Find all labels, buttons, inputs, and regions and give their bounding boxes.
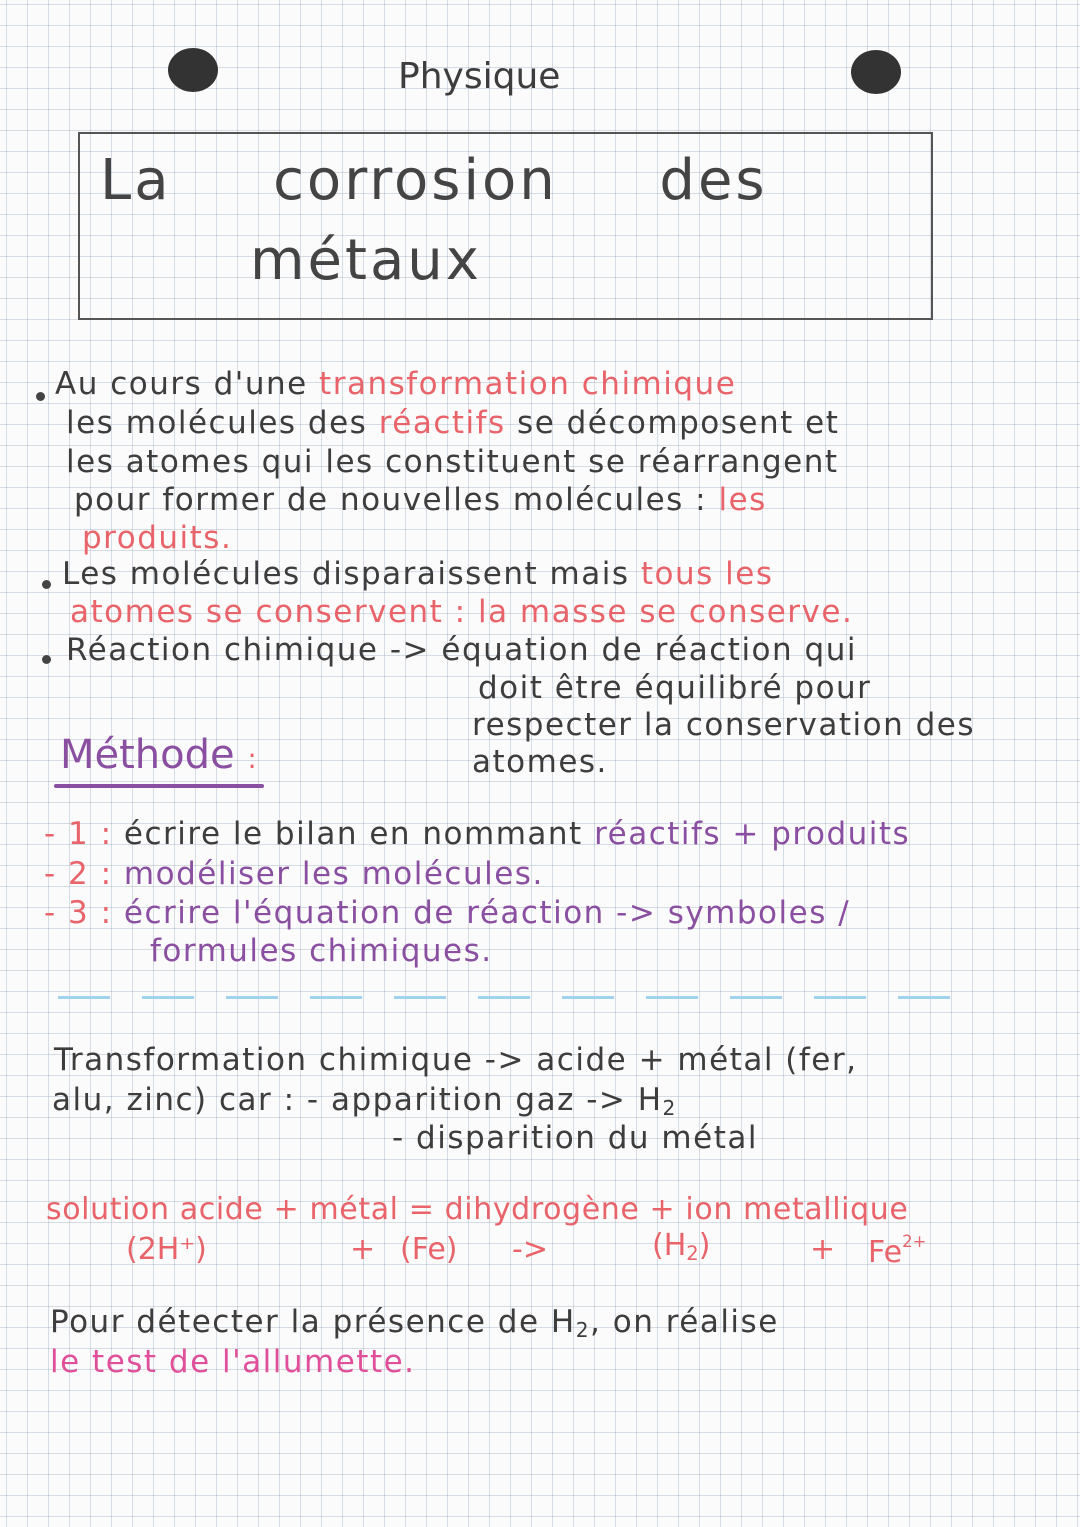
title-line1 (100, 148, 768, 213)
term-reactifs: réactifs (378, 405, 506, 441)
formula-h2: $(H_2)$ (652, 1228, 711, 1265)
b1-line4: pour former de nouvelles molécules : les (74, 482, 767, 518)
formula-fe-ion: $Fe^{2+}$ (868, 1232, 927, 1270)
method-step-3: - 3 : écrire l'équation de réaction -> symboles / (44, 895, 851, 931)
bullet-dot-2 (42, 580, 51, 589)
subject-header: Physique (398, 56, 561, 97)
detection-line1: Pour détecter la présence de $H_2$, on réalise (50, 1304, 779, 1343)
b3-line3: respecter la conservation des (472, 707, 975, 743)
binder-hole-left (168, 48, 218, 92)
b3-line1: Réaction chimique -> équation de réaction qui (66, 632, 857, 668)
method-step-2: - 2 : modéliser les molécules. (44, 856, 544, 892)
b1-line1: Au cours d'une transformation chimique (55, 366, 737, 402)
b1-line3: les atomes qui les constituent se réarrangent (66, 444, 839, 480)
method-heading: Méthode : (60, 732, 257, 778)
title-word-la: La (100, 148, 172, 213)
bullet-dot-1 (36, 392, 45, 401)
method-step-3-cont: formules chimiques. (150, 933, 493, 969)
b2-line2: atomes se conservent : la masse se conserve. (70, 594, 854, 630)
formula-metal: (Fe) (400, 1232, 458, 1267)
b1-line2: les molécules des réactifs se décomposent et (66, 405, 840, 441)
title-word-corrosion: corrosion (273, 148, 558, 213)
title-line2: métaux (250, 228, 482, 293)
formula-plus-1: + (350, 1232, 376, 1267)
formula-plus-2: + (810, 1232, 836, 1267)
term-produits: produits. (82, 520, 233, 556)
transformation-line2: alu, zinc) car : - apparition gaz -> $H_2$ (52, 1082, 677, 1121)
formula-acid: (2H⁺) (126, 1232, 207, 1267)
equation-words: solution acide + métal = dihydrogène + ion metallique (46, 1192, 909, 1227)
formula-arrow: -> (512, 1232, 548, 1267)
binder-hole-right (851, 50, 901, 94)
b3-line4: atomes. (472, 744, 608, 780)
title-word-des: des (659, 148, 768, 213)
section-separator (58, 996, 968, 999)
term-transformation-chimique: transformation chimique (319, 366, 737, 402)
detection-line2: le test de l'allumette. (50, 1344, 416, 1380)
transformation-line1: Transformation chimique -> acide + métal (fer, (54, 1042, 858, 1078)
bullet-dot-3 (42, 655, 51, 664)
transformation-line3: - disparition du métal (392, 1120, 758, 1156)
method-underline (54, 784, 264, 788)
b3-line2: doit être équilibré pour (478, 670, 872, 706)
method-step-1: - 1 : écrire le bilan en nommant réactifs + produits (44, 816, 911, 852)
b2-line1: Les molécules disparaissent mais tous les (62, 556, 774, 592)
